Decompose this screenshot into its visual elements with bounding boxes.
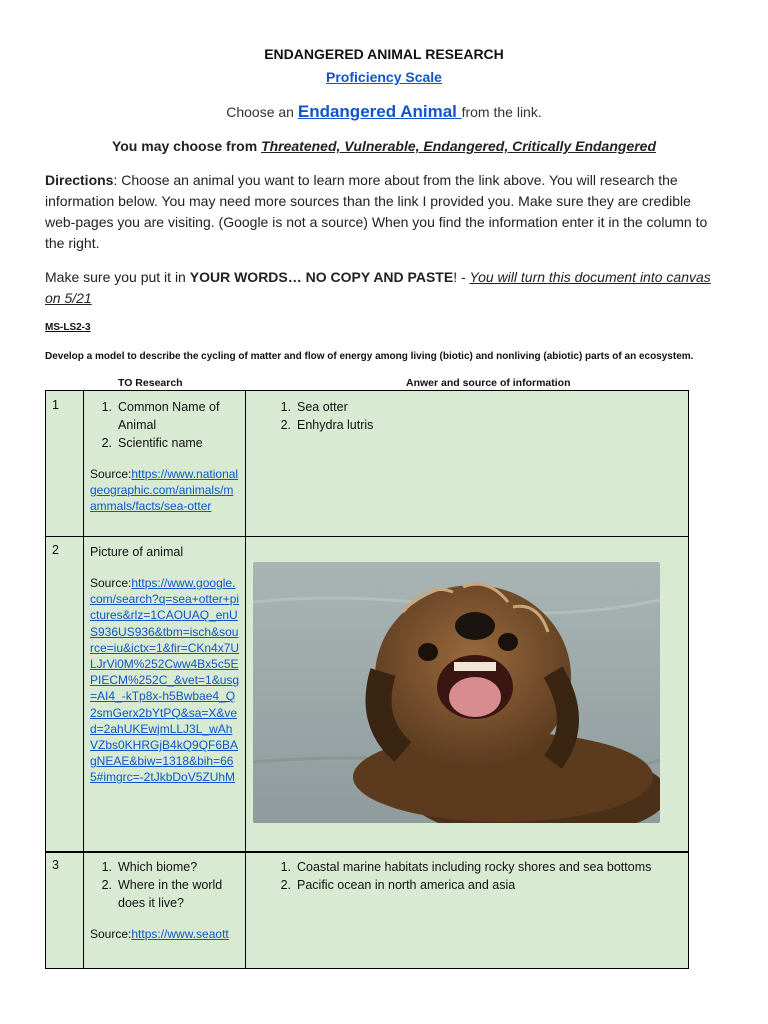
make-sure-middle: ! - <box>453 269 470 285</box>
row-number: 3 <box>52 858 59 872</box>
page-title: ENDANGERED ANIMAL RESEARCH <box>264 46 504 62</box>
list-item: 2. Scientific name <box>101 436 203 450</box>
choose-line <box>0 102 768 122</box>
make-sure-paragraph <box>45 267 725 309</box>
subtitle <box>0 69 768 85</box>
sea-otter-photo <box>253 562 660 823</box>
question-list <box>90 858 240 912</box>
categories-line <box>0 138 768 154</box>
source-block <box>90 466 240 515</box>
list-item: 1. Sea otter <box>280 400 348 414</box>
list-item: 2. Enhydra lutris <box>280 418 374 432</box>
source-label: Source: <box>90 467 132 481</box>
standard-description: Develop a model to describe the cycling of matter and flow of energy among living (biotic) and nonliving (abiotic) parts of an ecosystem. <box>45 351 694 362</box>
table-border-num <box>83 391 84 969</box>
list-item: 2. Pacific ocean in north america and asia <box>280 878 516 892</box>
answer-cell <box>269 398 679 434</box>
list-item: 1. Common Name of Animal <box>101 400 220 432</box>
list-item: 1. Which biome? <box>101 860 198 874</box>
source-label: Source: <box>90 576 132 590</box>
answer-cell <box>269 858 679 894</box>
row-number: 1 <box>52 398 59 412</box>
table-border-right <box>688 391 689 969</box>
source-label: Source: <box>90 927 132 941</box>
answer-list <box>269 858 679 894</box>
choose-suffix: from the link. <box>461 104 542 120</box>
standard-code: MS-LS2-3 <box>45 322 91 333</box>
column-header-research: TO Research <box>118 377 183 389</box>
source-link[interactable]: https://www.google.com/search?q=sea+otter+pictures&rlz=1CAOUAQ_enUS936US936&tbm=isch&source=iu&ictx=1&fir=CKn4x7ULJrVi0M%252Cww4Bx5c5EPIECM%252C_&vet=1&usg=AI4_-kTp8x-h5Bwbae4_Q2smGerx2bYtPQ&sa=X&ved=2ahUKEwjmLLJ3L_wAhVZbs0KHRGjB4kQ9QF6BAgNEAE&biw=1318&bih=665#imgrc=-2tJkbDoV5ZUhM <box>90 576 240 785</box>
directions-label: Directions <box>45 172 114 188</box>
table-border-left <box>45 391 46 969</box>
row-number: 2 <box>52 543 59 557</box>
due-date-note: You will turn this document into canvas on 5/21 <box>45 269 711 306</box>
row-divider-1 <box>45 536 689 537</box>
table-border-mid <box>245 391 246 969</box>
source-block <box>90 575 240 786</box>
source-block <box>90 926 240 942</box>
question-list <box>90 398 240 452</box>
research-question: Picture of animal <box>90 545 184 559</box>
make-sure-emphasis: YOUR WORDS… NO COPY AND PASTE <box>189 269 454 285</box>
list-item: 2. Where in the world does it live? <box>101 878 223 910</box>
answer-list <box>269 398 679 434</box>
source-link[interactable]: https://www.seaott <box>131 927 229 941</box>
directions-text: : Choose an animal you want to learn more about from the link above. You will research the information below. You may need more sources than the link I provided you. Make sure they are credible web-pages you are visiting. (Google is not a source) When you find the information enter it in the column to the right. <box>45 172 708 251</box>
research-cell <box>90 398 240 515</box>
directions-paragraph <box>45 170 725 254</box>
categories-text: Threatened, Vulnerable, Endangered, Critically Endangered <box>261 138 657 154</box>
row-divider-3 <box>45 968 689 969</box>
research-cell <box>90 858 240 942</box>
endangered-animal-link[interactable]: Endangered Animal <box>297 102 462 121</box>
choose-prefix: Choose an <box>226 104 298 120</box>
proficiency-scale-link[interactable]: Proficiency Scale <box>326 69 442 85</box>
row-divider-2 <box>45 851 689 853</box>
column-header-answer: Anwer and source of information <box>406 377 571 389</box>
research-cell <box>90 543 240 786</box>
source-link[interactable]: https://www.nationalgeographic.com/animals/mammals/facts/sea-otter <box>90 467 239 514</box>
make-sure-prefix: Make sure you put it in <box>45 269 190 285</box>
list-item: 1. Coastal marine habitats including rocky shores and sea bottoms <box>280 860 652 874</box>
may-choose-prefix: You may choose from <box>111 138 262 154</box>
